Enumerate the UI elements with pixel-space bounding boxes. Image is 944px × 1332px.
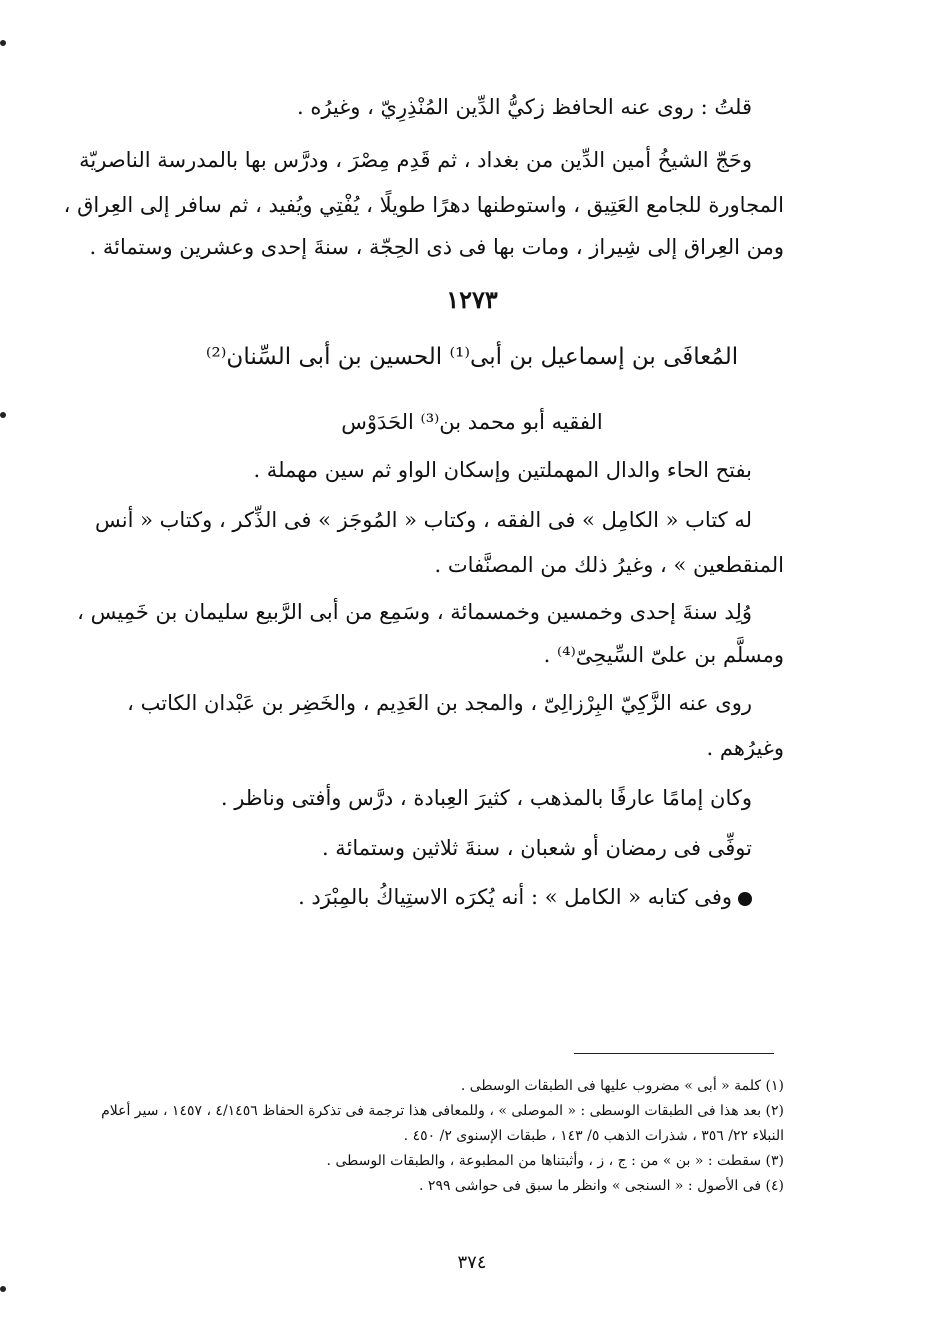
body-line-2: وحَجّ الشيخُ أمين الدِّين من بغداد ، ثم قَدِم مِصْرَ ، ودرَّس بها بالمدرسة الناصريّة <box>79 148 752 172</box>
footnote-divider <box>574 1053 774 1054</box>
footnote-1: (١) كلمة « أبى » مضروب عليها فى الطبقات الوسطى . <box>460 1078 784 1094</box>
entry-name-heading: المُعافَى بن إسماعيل بن أبى⁽¹⁾ الحسين بن أبى السِّنان⁽²⁾ <box>205 344 739 370</box>
entry-paragraph-6: توفِّى فى رمضان أو شعبان ، سنةَ ثلاثين وستمائة . <box>321 836 752 860</box>
scan-edge-mark <box>0 1286 6 1292</box>
body-line-3: المجاورة للجامع العَتِيق ، واستوطنها دهرًا طويلًا ، يُفْتِي ويُفيد ، ثم سافر إلى العِراق ، <box>63 193 784 217</box>
footnote-2-line-2: النبلاء ٢٢/ ٣٥٦ ، شذرات الذهب ٥/ ١٤٣ ، طبقات الإسنوى ٢/ ٤٥٠ . <box>403 1128 784 1144</box>
bullet-icon <box>738 892 752 906</box>
entry-paragraph-5: وكان إمامًا عارفًا بالمذهب ، كثيرَ العِبادة ، درَّس وأفتى وناظر . <box>220 786 752 810</box>
entry-subheading: الفقيه أبو محمد بن⁽³⁾ الحَدَوْس <box>341 410 603 434</box>
entry-paragraph-3-line-2: ومسلَّم بن علىّ السِّيحِىّ⁽⁴⁾ . <box>543 643 784 667</box>
entry-number: ١٢٧٣ <box>446 285 498 314</box>
entry-paragraph-4-line-2: وغيرُهم . <box>706 736 784 760</box>
entry-paragraph-3-line-1: وُلِد سنةَ إحدى وخمسين وخمسمائة ، وسَمِع من أبى الرَّبيع سليمان بن خَمِيس ، <box>77 600 752 624</box>
entry-paragraph-7-text: وفى كتابه « الكامل » : أنه يُكرَه الاستِياكُ بالمِبْرَد . <box>298 885 732 909</box>
entry-paragraph-7 <box>298 882 752 912</box>
entry-paragraph-2-line-2: المنقطعين » ، وغيرُ ذلك من المصنَّفات . <box>434 553 784 577</box>
footnote-3: (٣) سقطت : « بن » من : ج ، ز ، وأثبتناها من المطبوعة ، والطبقات الوسطى . <box>326 1153 784 1169</box>
footnote-4: (٤) فى الأصول : « السنجى » وانظر ما سبق فى حواشى ٢٩٩ . <box>419 1178 784 1194</box>
entry-paragraph-2-line-1: له كتاب « الكامِل » فى الفقه ، وكتاب « المُوجَز » فى الذِّكر ، وكتاب « أنس <box>94 508 752 532</box>
footnote-2-line-1: (٢) بعد هذا فى الطبقات الوسطى : « الموصلى » ، وللمعافى هذا ترجمة فى تذكرة الحفاظ ٤/١٤٥٦ ، ١٤٥٧ ، سير أعلام <box>101 1103 784 1119</box>
entry-paragraph-1: بفتح الحاء والدال المهملتين وإسكان الواو ثم سين مهملة . <box>253 458 752 482</box>
body-line-4: ومن العِراق إلى شِيراز ، ومات بها فى ذى الحِجّة ، سنةَ إحدى وعشرين وستمائة . <box>89 235 784 259</box>
entry-paragraph-4-line-1: روى عنه الزَّكِيّ البِرْزالِىّ ، والمجد بن العَدِيم ، والخَضِر بن عَبْدان الكاتب ، <box>127 691 752 715</box>
body-line-1: قلتُ : روى عنه الحافظ زكيُّ الدِّين المُنْذِرِيّ ، وغيرُه . <box>297 95 752 119</box>
scan-edge-mark <box>0 40 6 46</box>
page-number: ٣٧٤ <box>457 1252 487 1273</box>
